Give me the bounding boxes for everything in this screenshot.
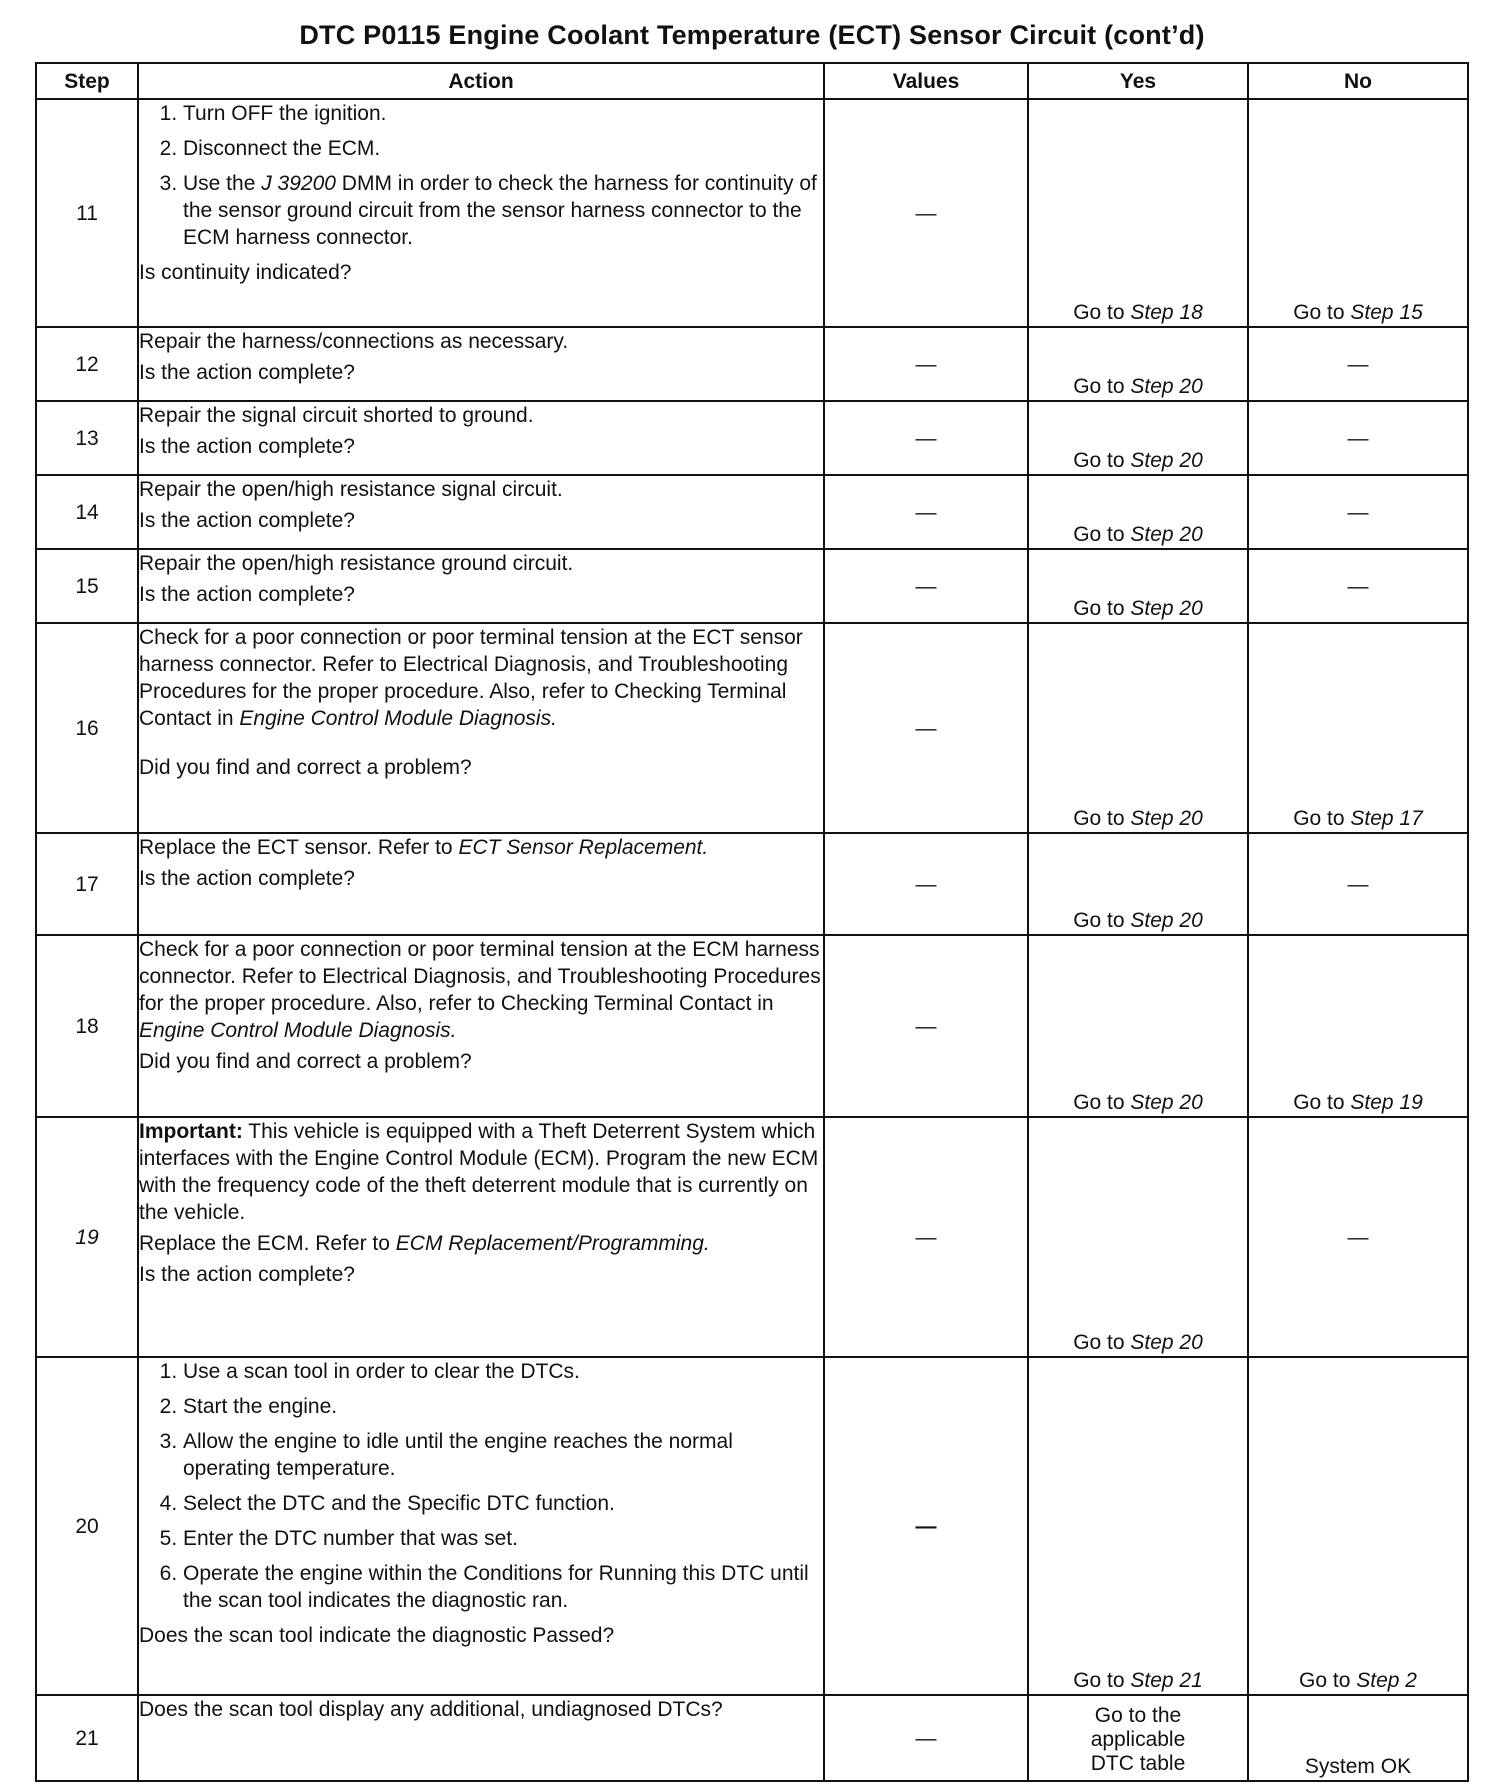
go-to-text: Go to: [1293, 301, 1351, 324]
step-link: Step 15: [1350, 301, 1423, 324]
action-question: Is the action complete?: [139, 435, 355, 458]
important-text: This vehicle is equipped with a Theft Deterrent System which interfaces with the Engine Control Module (ECM). Program the new ECM with the frequency code of the theft deterrent module that is currently on the vehicle.: [139, 1120, 819, 1224]
values-cell: —: [824, 475, 1028, 549]
yes-cell: [1028, 1117, 1248, 1357]
step-link: Step 20: [1130, 1331, 1203, 1354]
yes-cell: [1028, 99, 1248, 327]
action-text: [139, 1230, 823, 1257]
no-cell: —: [1248, 833, 1468, 935]
header-row: [36, 63, 1468, 99]
go-to-text: Go to: [1073, 449, 1131, 472]
action-list: [139, 1358, 823, 1614]
go-to-text: Go to: [1073, 301, 1131, 324]
values-cell: —: [824, 401, 1028, 475]
action-question: Is the action complete?: [139, 361, 355, 384]
step-number: 17: [36, 833, 138, 935]
reference-title: Engine Control Module Diagnosis.: [239, 707, 557, 730]
values-cell: —: [824, 1695, 1028, 1781]
action-text: Repair the open/high resistance ground circuit.: [139, 552, 574, 575]
no-cell: [1248, 623, 1468, 833]
step-number: 14: [36, 475, 138, 549]
table-row: [36, 935, 1468, 1117]
action-text: [139, 624, 823, 732]
action-text-plain: Replace the ECM. Refer to: [139, 1232, 396, 1255]
header-action: Action: [138, 63, 824, 99]
table-row: [36, 1695, 1468, 1781]
list-item: 1. Use a scan tool in order to clear the DTCs.: [183, 1358, 823, 1385]
values-cell: —: [824, 935, 1028, 1117]
action-text: Repair the harness/connections as necessary.: [139, 330, 569, 353]
values-cell: —: [824, 327, 1028, 401]
values-cell: —: [824, 99, 1028, 327]
step-link: Step 17: [1350, 807, 1423, 830]
action-cell: [138, 1357, 824, 1695]
values-cell: —: [824, 1117, 1028, 1357]
yes-cell: [1028, 623, 1248, 833]
action-cell: [138, 99, 824, 327]
action-cell: [138, 935, 824, 1117]
action-question: Did you find and correct a problem?: [139, 1050, 472, 1073]
step-link: Step 19: [1350, 1091, 1423, 1114]
yes-cell: [1028, 833, 1248, 935]
header-yes: Yes: [1028, 63, 1248, 99]
go-to-text: Go to: [1073, 807, 1131, 830]
step-link: Step 20: [1130, 449, 1203, 472]
go-to-text: Go to: [1073, 1091, 1131, 1114]
reference-title: ECT Sensor Replacement.: [458, 836, 709, 859]
action-cell: [138, 549, 824, 623]
values-cell: —: [824, 833, 1028, 935]
yes-cell: [1028, 475, 1248, 549]
important-label: Important:: [139, 1120, 243, 1143]
yes-cell: [1028, 1357, 1248, 1695]
values-cell: —: [824, 1357, 1028, 1695]
tool-name: J 39200: [261, 172, 336, 195]
list-item: 3. Allow the engine to idle until the engine reaches the normal operating temperature.: [183, 1428, 823, 1482]
step-link: Step 20: [1130, 523, 1203, 546]
table-row: [36, 475, 1468, 549]
no-cell: [1248, 1357, 1468, 1695]
table-row: [36, 549, 1468, 623]
reference-title: Engine Control Module Diagnosis.: [139, 1019, 457, 1042]
step-number: 11: [36, 99, 138, 327]
yes-cell: Go to the applicable DTC table: [1028, 1695, 1248, 1781]
table-row: [36, 833, 1468, 935]
action-list: [139, 100, 823, 251]
action-text: [139, 936, 823, 1044]
action-text: [139, 834, 823, 861]
yes-cell: [1028, 935, 1248, 1117]
yes-cell: [1028, 549, 1248, 623]
step-link: Step 20: [1130, 597, 1203, 620]
step-number: 16: [36, 623, 138, 833]
table-row: [36, 623, 1468, 833]
step-link: Step 2: [1356, 1669, 1417, 1692]
no-cell: —: [1248, 327, 1468, 401]
step-number: 15: [36, 549, 138, 623]
step-number: 20: [36, 1357, 138, 1695]
action-cell: [138, 1695, 824, 1781]
no-cell: —: [1248, 1117, 1468, 1357]
step-link: Step 20: [1130, 909, 1203, 932]
no-cell: —: [1248, 549, 1468, 623]
go-to-text: Go to: [1293, 807, 1351, 830]
table-row: [36, 99, 1468, 327]
reference-title: ECM Replacement/Programming.: [395, 1232, 710, 1255]
list-item: 5. Enter the DTC number that was set.: [183, 1525, 823, 1552]
go-to-text: Go to: [1299, 1669, 1357, 1692]
values-cell: —: [824, 549, 1028, 623]
action-question: Does the scan tool indicate the diagnostic Passed?: [139, 1624, 615, 1647]
action-cell: [138, 327, 824, 401]
step-link: Step 20: [1130, 807, 1203, 830]
action-question: Is continuity indicated?: [139, 261, 352, 284]
header-step: Step: [36, 63, 138, 99]
header-no: No: [1248, 63, 1468, 99]
go-to-text: Go to: [1073, 909, 1131, 932]
list-item: 2. Start the engine.: [183, 1393, 823, 1420]
go-to-text: Go to: [1073, 1331, 1131, 1354]
action-question: Is the action complete?: [139, 509, 355, 532]
action-question: Did you find and correct a problem?: [139, 756, 472, 779]
action-cell: [138, 833, 824, 935]
step-link: Step 20: [1130, 375, 1203, 398]
table-row: [36, 401, 1468, 475]
values-cell: —: [824, 623, 1028, 833]
step-link: Step 21: [1130, 1669, 1203, 1692]
go-to-text: Go to: [1073, 597, 1131, 620]
action-question: Does the scan tool display any additional, undiagnosed DTCs?: [139, 1698, 723, 1721]
action-text-plain: Check for a poor connection or poor terminal tension at the ECT sensor harness connector. Refer to Electrical Diagnosis, and Troubleshooting Procedures for the proper procedure. Also, refer to Checking Terminal Contact in: [139, 626, 803, 730]
no-cell: —: [1248, 401, 1468, 475]
step-number: 12: [36, 327, 138, 401]
page-title: DTC P0115 Engine Coolant Temperature (ECT) Sensor Circuit (cont’d): [299, 20, 1205, 50]
action-text: Repair the signal circuit shorted to ground.: [139, 404, 534, 427]
step-number: 18: [36, 935, 138, 1117]
list-item: 1. Turn OFF the ignition.: [183, 100, 823, 127]
action-text-plain: Replace the ECT sensor. Refer to: [139, 836, 459, 859]
action-text: Repair the open/high resistance signal circuit.: [139, 478, 563, 501]
step-link: Step 18: [1130, 301, 1203, 324]
go-to-text: Go to: [1293, 1091, 1351, 1114]
list-item-text: DMM in order to check the harness for continuity of the sensor ground circuit from the sensor harness connector to the ECM harness connector.: [183, 172, 817, 249]
go-to-text: Go to: [1073, 1669, 1131, 1692]
action-question: Is the action complete?: [139, 867, 355, 890]
no-cell: System OK: [1248, 1695, 1468, 1781]
list-item: 6. Operate the engine within the Conditions for Running this DTC until the scan tool indicates the diagnostic ran.: [183, 1560, 823, 1614]
go-to-text: Go to: [1073, 375, 1131, 398]
step-number: 21: [36, 1695, 138, 1781]
table-row: [36, 327, 1468, 401]
action-text-plain: Check for a poor connection or poor terminal tension at the ECM harness connector. Refer to Electrical Diagnosis, and Troubleshooting Procedures for the proper procedure. Also, refer to Checking Terminal Contact in: [139, 938, 821, 1015]
list-item: [183, 170, 823, 251]
important-note: [139, 1118, 823, 1226]
action-question: Is the action complete?: [139, 1263, 355, 1286]
go-to-text: Go to: [1073, 523, 1131, 546]
table-row: [36, 1117, 1468, 1357]
list-item: 2. Disconnect the ECM.: [183, 135, 823, 162]
step-number: 13: [36, 401, 138, 475]
step-number-text: 19: [75, 1225, 99, 1249]
header-values: Values: [824, 63, 1028, 99]
action-cell: [138, 1117, 824, 1357]
action-cell: [138, 475, 824, 549]
action-question: Is the action complete?: [139, 583, 355, 606]
table-row: [36, 1357, 1468, 1695]
dtc-table: [35, 62, 1469, 1782]
list-item: 4. Select the DTC and the Specific DTC function.: [183, 1490, 823, 1517]
list-item-text: Use the: [183, 172, 262, 195]
action-cell: [138, 401, 824, 475]
yes-cell: [1028, 401, 1248, 475]
no-cell: [1248, 99, 1468, 327]
step-link: Step 20: [1130, 1091, 1203, 1114]
step-number: [36, 1117, 138, 1357]
no-cell: [1248, 935, 1468, 1117]
yes-cell: [1028, 327, 1248, 401]
action-cell: [138, 623, 824, 833]
no-cell: —: [1248, 475, 1468, 549]
